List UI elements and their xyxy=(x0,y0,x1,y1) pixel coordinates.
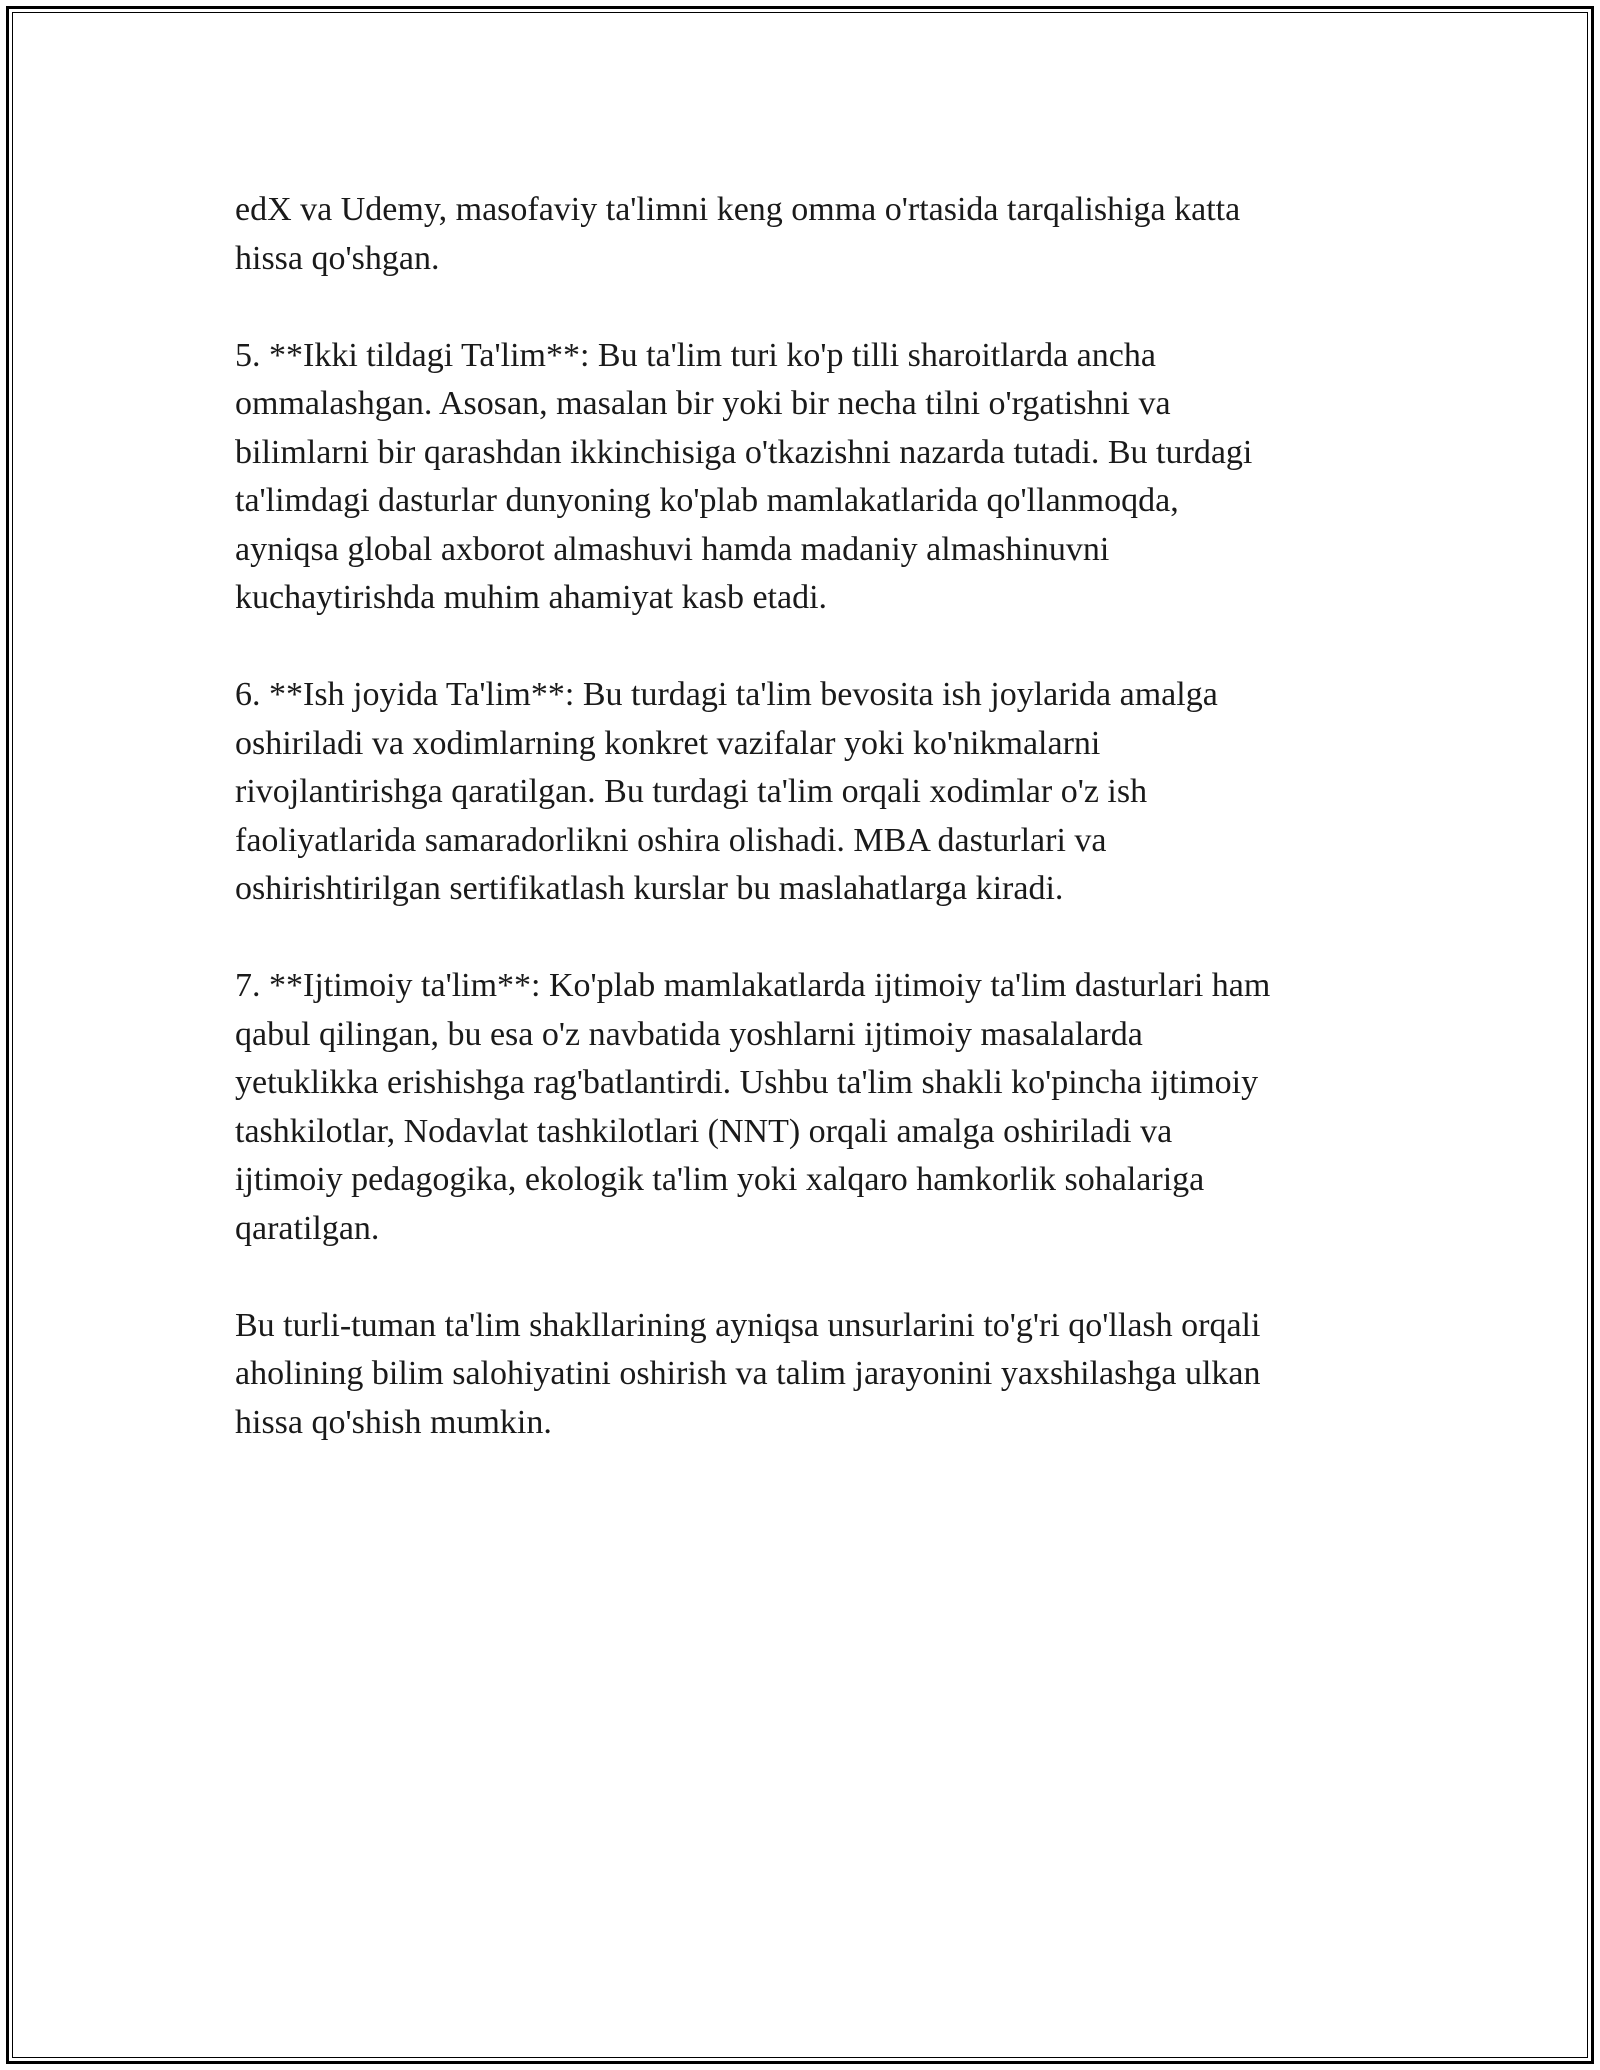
document-body xyxy=(235,186,1375,1496)
paragraph-conclusion: Bu turli-tuman ta'lim shakllarining ayniqsa unsurlarini to'g'ri qo'llash orqali aholining bilim salohiyatini oshirish va talim jarayonini yaxshilashga ulkan hissa qo'shish mumkin. xyxy=(235,1306,1261,1441)
paragraph-intro-continuation: edX va Udemy, masofaviy ta'limni keng omma o'rtasida tarqalishiga katta hissa qo'shgan. xyxy=(235,191,1241,277)
paragraph-item-6-workplace-education: 6. **Ish joyida Ta'lim**: Bu turdagi ta'lim bevosita ish joylarida amalga oshiriladi va xodimlarning konkret vazifalar yoki ko'nikmalarni rivojlantirishga qaratilgan. Bu turdagi ta'lim orqali xodimlar o'z ish faoliyatlarida samaradorlikni oshira olishadi. MBA dasturlari va oshirishtirilgan sertifikatlash kurslar bu maslahatlarga kiradi. xyxy=(235,676,1218,907)
paragraph-item-7-social-education: 7. **Ijtimoiy ta'lim**: Ko'plab mamlakatlarda ijtimoiy ta'lim dasturlari ham qabul qilingan, bu esa o'z navbatida yoshlarni ijtimoiy masalalarda yetuklikka erishishga rag'batlantirdi. Ushbu ta'lim shakli ko'pincha ijtimoiy tashkilotlar, Nodavlat tashkilotlari (NNT) orqali amalga oshiriladi va ijtimoiy pedagogika, ekologik ta'lim yoki xalqaro hamkorlik sohalariga qaratilgan. xyxy=(235,967,1271,1247)
paragraph-item-5-bilingual-education: 5. **Ikki tildagi Ta'lim**: Bu ta'lim turi ko'p tilli sharoitlarda ancha ommalashgan. Asosan, masalan bir yoki bir necha tilni o'rgatishni va bilimlarni bir qarashdan ikkinchisiga o'tkazishni nazarda tutadi. Bu turdagi ta'limdagi dasturlar dunyoning ko'plab mamlakatlarida qo'llanmoqda, ayniqsa global axborot almashuvi hamda madaniy almashinuvni kuchaytirishda muhim ahamiyat kasb etadi. xyxy=(235,336,1253,616)
